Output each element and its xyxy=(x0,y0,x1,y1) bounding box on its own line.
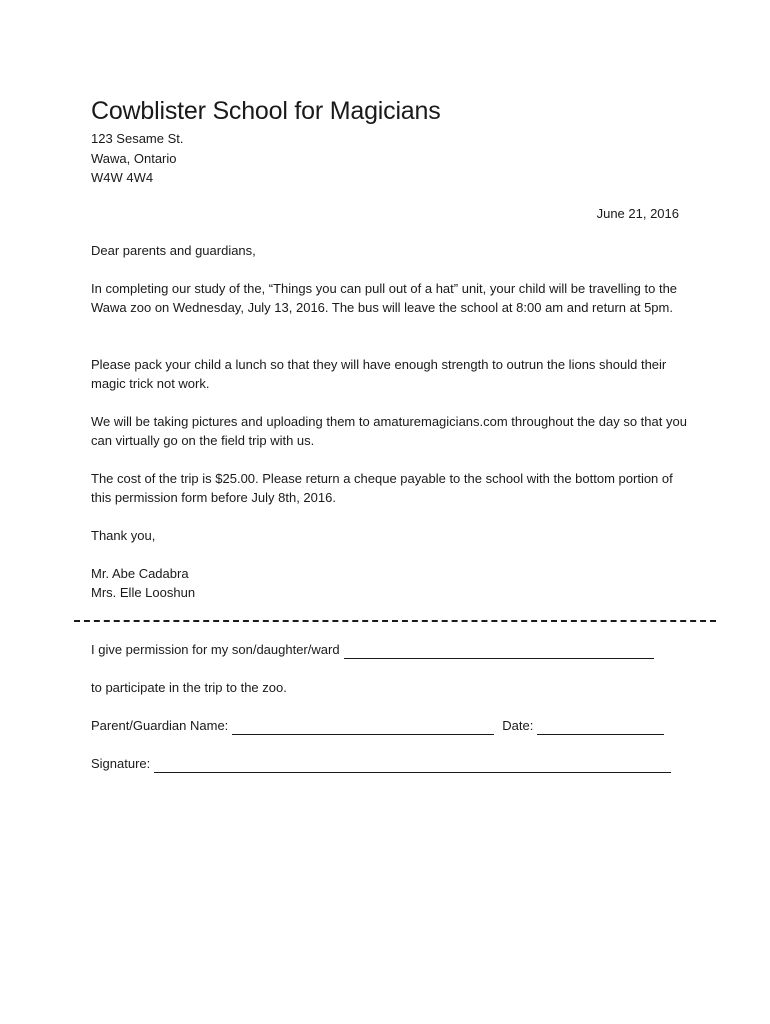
participate-text: to participate in the trip to the zoo. xyxy=(91,680,287,695)
address-city: Wawa, Ontario xyxy=(91,150,177,166)
signer-name: Mrs. Elle Looshun xyxy=(91,585,196,600)
ward-name-field[interactable] xyxy=(344,643,654,659)
participate-row xyxy=(91,678,287,697)
school-name-heading: Cowblister School for Magicians xyxy=(91,97,441,125)
letter-signers xyxy=(91,564,691,602)
date-label: Date: xyxy=(502,718,534,733)
school-address xyxy=(91,129,184,188)
signer-name: Mr. Abe Cadabra xyxy=(91,566,189,581)
guardian-name-row xyxy=(91,716,664,735)
letter-paragraph-pictures: We will be taking pictures and uploading them to amaturemagicians.com throughout the day so that you can virtually go on the field trip with us. xyxy=(91,414,687,448)
signature-row xyxy=(91,754,671,773)
permission-label: I give permission for my son/daughter/ward xyxy=(91,642,340,657)
letter-paragraph-cost: The cost of the trip is $25.00. Please return a cheque payable to the school with the bottom portion of this permission form before July 8th, 2016. xyxy=(91,471,673,505)
letter-paragraph-trip-details: In completing our study of the, “Things you can pull out of a hat” unit, your child will be travelling to the Wawa zoo on Wednesday, July 13, 2016. The bus will leave the school at 8:00 am and return at 5pm. xyxy=(91,281,678,315)
letter-greeting: Dear parents and guardians, xyxy=(91,243,256,258)
address-street: 123 Sesame St. xyxy=(91,131,184,146)
guardian-name-field[interactable] xyxy=(232,719,494,735)
letter-paragraph-lunch: Please pack your child a lunch so that they will have enough strength to outrun the lions should their magic trick not work. xyxy=(91,357,667,391)
address-postal-code: W4W 4W4 xyxy=(91,170,154,185)
permission-ward-row xyxy=(91,640,654,659)
date-field[interactable] xyxy=(537,719,664,735)
tear-off-dashed-line xyxy=(74,620,716,622)
signature-field[interactable] xyxy=(154,757,671,773)
guardian-name-label: Parent/Guardian Name: xyxy=(91,718,229,733)
letter-date: June 21, 2016 xyxy=(596,206,679,221)
letter-closing: Thank you, xyxy=(91,528,156,543)
signature-label: Signature: xyxy=(91,756,151,771)
